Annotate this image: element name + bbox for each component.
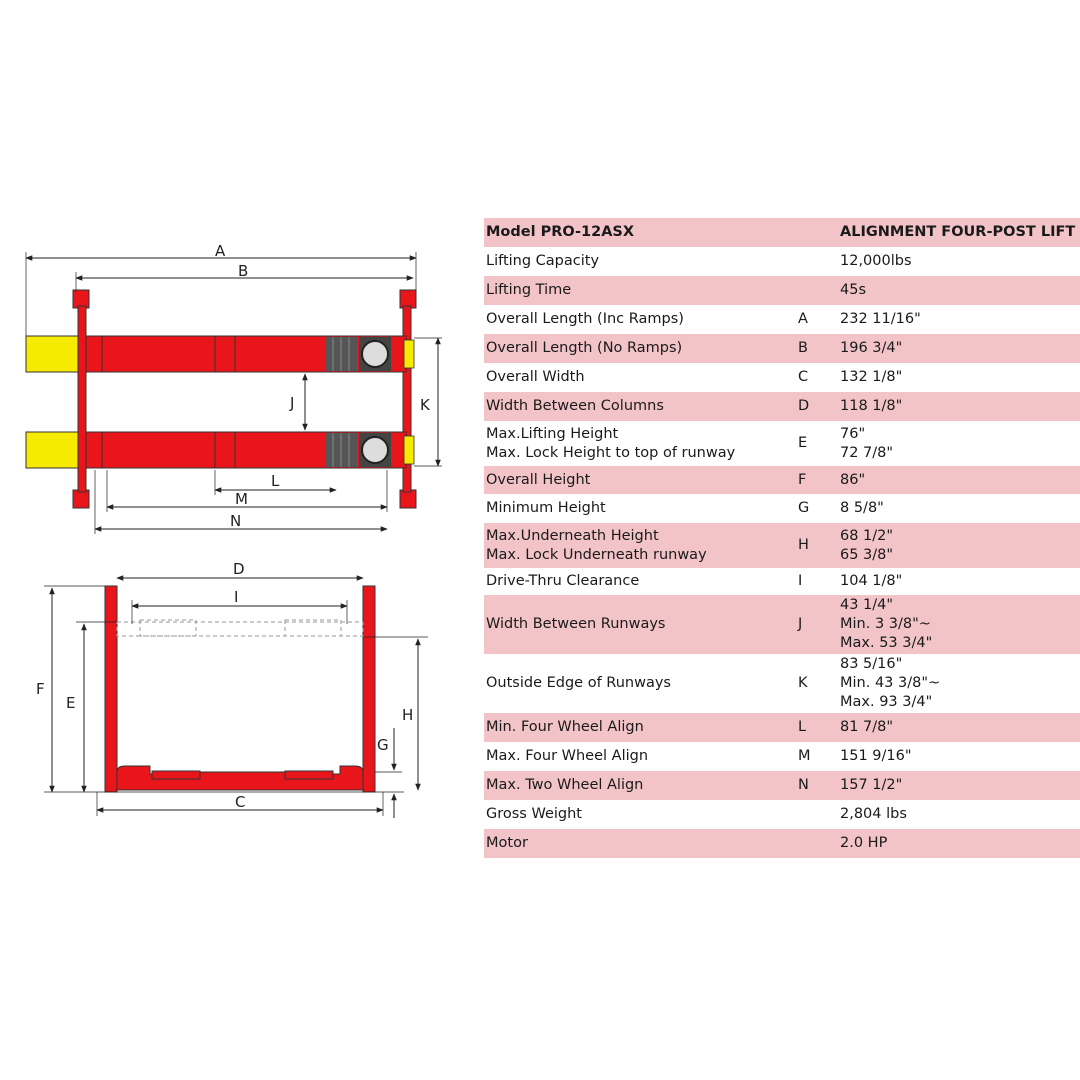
spec-value-line: 83 5/16" [840, 656, 903, 672]
spec-name [486, 363, 585, 392]
dim-label-n: N [230, 512, 242, 530]
spec-name-line: Gross Weight [486, 806, 582, 822]
spec-name-line: Max.Underneath Height [486, 527, 659, 544]
spec-letter [798, 494, 809, 523]
spec-name [486, 218, 634, 247]
spec-name [486, 568, 639, 595]
spec-name-line: Overall Length (Inc Ramps) [486, 311, 684, 327]
spec-name-line: Motor [486, 835, 528, 851]
spec-value-line: 232 11/16" [840, 311, 921, 327]
table-row [484, 523, 1080, 568]
spec-letter-line: K [798, 675, 808, 691]
spec-letter-line: A [798, 311, 808, 327]
dim-label-d: D [233, 560, 245, 578]
spec-value-line: Max. 53 3/4" [840, 635, 933, 651]
spec-letter [798, 595, 802, 654]
spec-name-line: Minimum Height [486, 500, 606, 516]
spec-name [486, 494, 606, 523]
spec-value-line: 2,804 lbs [840, 806, 907, 822]
spec-letter [798, 466, 806, 494]
spec-name [486, 595, 665, 654]
post-top-right [400, 290, 416, 308]
front-view [36, 560, 428, 818]
spec-value [840, 742, 912, 771]
table-row [484, 494, 1080, 523]
dim-label-m: M [235, 490, 248, 508]
dim-label-g: G [377, 736, 389, 754]
spec-letter [798, 742, 811, 771]
spec-name-line: Outside Edge of Runways [486, 675, 671, 691]
table-row [484, 247, 1080, 276]
spec-letter [798, 392, 809, 421]
spec-name [486, 247, 599, 276]
table-row [484, 334, 1080, 363]
spec-name [486, 713, 644, 742]
spec-value-line: 12,000lbs [840, 253, 912, 269]
spec-letter [798, 713, 806, 742]
spec-letter-line: N [798, 777, 809, 793]
spec-letter-line: M [798, 748, 811, 764]
spec-name-line: Max. Four Wheel Align [486, 748, 649, 764]
spec-name-line: Max. Lock Underneath runway [486, 546, 707, 563]
lift-diagram [0, 0, 470, 1080]
spec-value-line: 65 3/8" [840, 546, 894, 563]
spec-value [840, 466, 865, 494]
spec-value [840, 363, 902, 392]
spec-value-line: 2.0 HP [840, 835, 888, 851]
table-row [484, 742, 1080, 771]
spec-name-line: Max. Two Wheel Align [486, 777, 644, 793]
ramp-lower [26, 432, 82, 468]
post-top-left [73, 290, 89, 308]
spec-name [486, 466, 590, 494]
column-right [363, 586, 375, 792]
spec-value [840, 247, 912, 276]
spec-name-line: Model PRO-12ASX [486, 224, 635, 240]
spec-value [840, 276, 866, 305]
spec-name-line: Lifting Time [486, 282, 572, 298]
spec-value-line: 45s [840, 282, 867, 298]
spec-name [486, 523, 707, 568]
spec-name-line: Drive-Thru Clearance [486, 573, 640, 589]
spec-name [486, 276, 571, 305]
spec-name [486, 392, 664, 421]
spec-value [840, 568, 902, 595]
spec-value-line: 86" [840, 471, 866, 488]
dim-label-c: C [235, 793, 246, 811]
spec-letter-line: I [798, 573, 803, 589]
spec-value [840, 392, 902, 421]
spec-name [486, 829, 528, 858]
spec-letter-line: J [798, 616, 803, 632]
spec-letter-line: H [798, 537, 809, 553]
table-row [484, 771, 1080, 800]
spec-name-line: Lifting Capacity [486, 253, 600, 269]
table-row [484, 654, 1080, 713]
spec-letter-line: D [798, 398, 810, 414]
spec-name-line: Width Between Columns [486, 398, 664, 414]
spec-value-line: Min. 43 3/8"~ [840, 675, 941, 691]
spec-value [840, 829, 887, 858]
spec-name [486, 421, 735, 466]
spec-letter-line: F [798, 471, 807, 488]
spec-value [840, 494, 884, 523]
dim-label-e: E [66, 694, 76, 712]
spec-name-line: Min. Four Wheel Align [486, 719, 644, 735]
table-row [484, 800, 1080, 829]
spec-name [486, 654, 671, 713]
spec-value [840, 523, 893, 568]
raised-runway-outline [117, 620, 363, 636]
spec-value-line: 76" [840, 425, 866, 442]
spec-table [484, 218, 1080, 858]
spec-name-line: Overall Height [486, 471, 591, 488]
turntable-disc-upper [362, 341, 388, 367]
spec-name-line: Max. Lock Height to top of runway [486, 444, 736, 461]
spec-letter-line: E [798, 435, 808, 451]
dim-label-h: H [402, 706, 414, 724]
spec-value [840, 771, 902, 800]
column-left [105, 586, 117, 792]
spec-value [840, 305, 921, 334]
spec-value-line: Max. 93 3/4" [840, 694, 933, 710]
spec-name [486, 742, 648, 771]
spec-value-line: 151 9/16" [840, 748, 912, 764]
spec-letter [798, 523, 809, 568]
spec-value [840, 800, 907, 829]
spec-value-line: 81 7/8" [840, 719, 894, 735]
spec-letter-line: C [798, 369, 809, 385]
spec-name [486, 305, 684, 334]
spec-value [840, 595, 932, 654]
spec-name-line: Max.Lifting Height [486, 425, 619, 442]
spec-letter [798, 771, 809, 800]
turntable-disc-lower [362, 437, 388, 463]
spec-letter-line: L [798, 719, 807, 735]
table-row [484, 421, 1080, 466]
dim-label-a: A [215, 242, 226, 260]
post-bottom-right [400, 490, 416, 508]
dim-label-i: I [234, 588, 239, 606]
spec-name-line: Overall Length (No Ramps) [486, 340, 683, 356]
spec-value-line: 72 7/8" [840, 444, 894, 461]
crossbeam-left [78, 306, 86, 492]
dim-label-j: J [290, 394, 295, 412]
table-row [484, 466, 1080, 494]
spec-value [840, 334, 902, 363]
spec-value-line: ALIGNMENT FOUR-POST LIFT [840, 224, 1076, 240]
spec-letter-line: G [798, 500, 810, 516]
spec-value-line: Min. 3 3/8"~ [840, 616, 931, 632]
spec-value-line: 132 1/8" [840, 369, 903, 385]
dim-label-k: K [420, 396, 430, 414]
spec-letter-line: B [798, 340, 808, 356]
table-row [484, 276, 1080, 305]
table-row [484, 392, 1080, 421]
spec-name [486, 800, 582, 829]
spec-value-line: 104 1/8" [840, 573, 903, 589]
dim-label-b: B [238, 262, 249, 280]
spec-letter [798, 305, 808, 334]
spec-name-line: Overall Width [486, 369, 585, 385]
table-row [484, 829, 1080, 858]
spec-value-line: 157 1/2" [840, 777, 903, 793]
spec-value-line: 43 1/4" [840, 597, 894, 613]
spec-value-line: 118 1/8" [840, 398, 903, 414]
spec-value-line: 196 3/4" [840, 340, 903, 356]
runway-lower [86, 432, 406, 468]
table-row [484, 305, 1080, 334]
spec-value [840, 218, 1075, 247]
spec-name [486, 334, 682, 363]
spec-letter [798, 654, 808, 713]
spec-value [840, 713, 893, 742]
spec-letter [798, 568, 802, 595]
table-row [484, 363, 1080, 392]
top-view [26, 242, 442, 534]
spec-value-line: 68 1/2" [840, 527, 894, 544]
table-row [484, 713, 1080, 742]
spec-letter [798, 334, 808, 363]
dim-label-l: L [271, 472, 280, 490]
runway-upper [86, 336, 406, 372]
table-row [484, 595, 1080, 654]
spec-letter [798, 421, 807, 466]
table-row [484, 568, 1080, 595]
spec-letter [798, 363, 808, 392]
table-header-row [484, 218, 1080, 247]
spec-name-line: Width Between Runways [486, 616, 666, 632]
ramp-upper [26, 336, 82, 372]
spec-value-line: 8 5/8" [840, 500, 884, 516]
post-bottom-left [73, 490, 89, 508]
spec-value [840, 421, 893, 466]
spec-value [840, 654, 940, 713]
spec-name [486, 771, 643, 800]
dim-label-f: F [36, 680, 45, 698]
